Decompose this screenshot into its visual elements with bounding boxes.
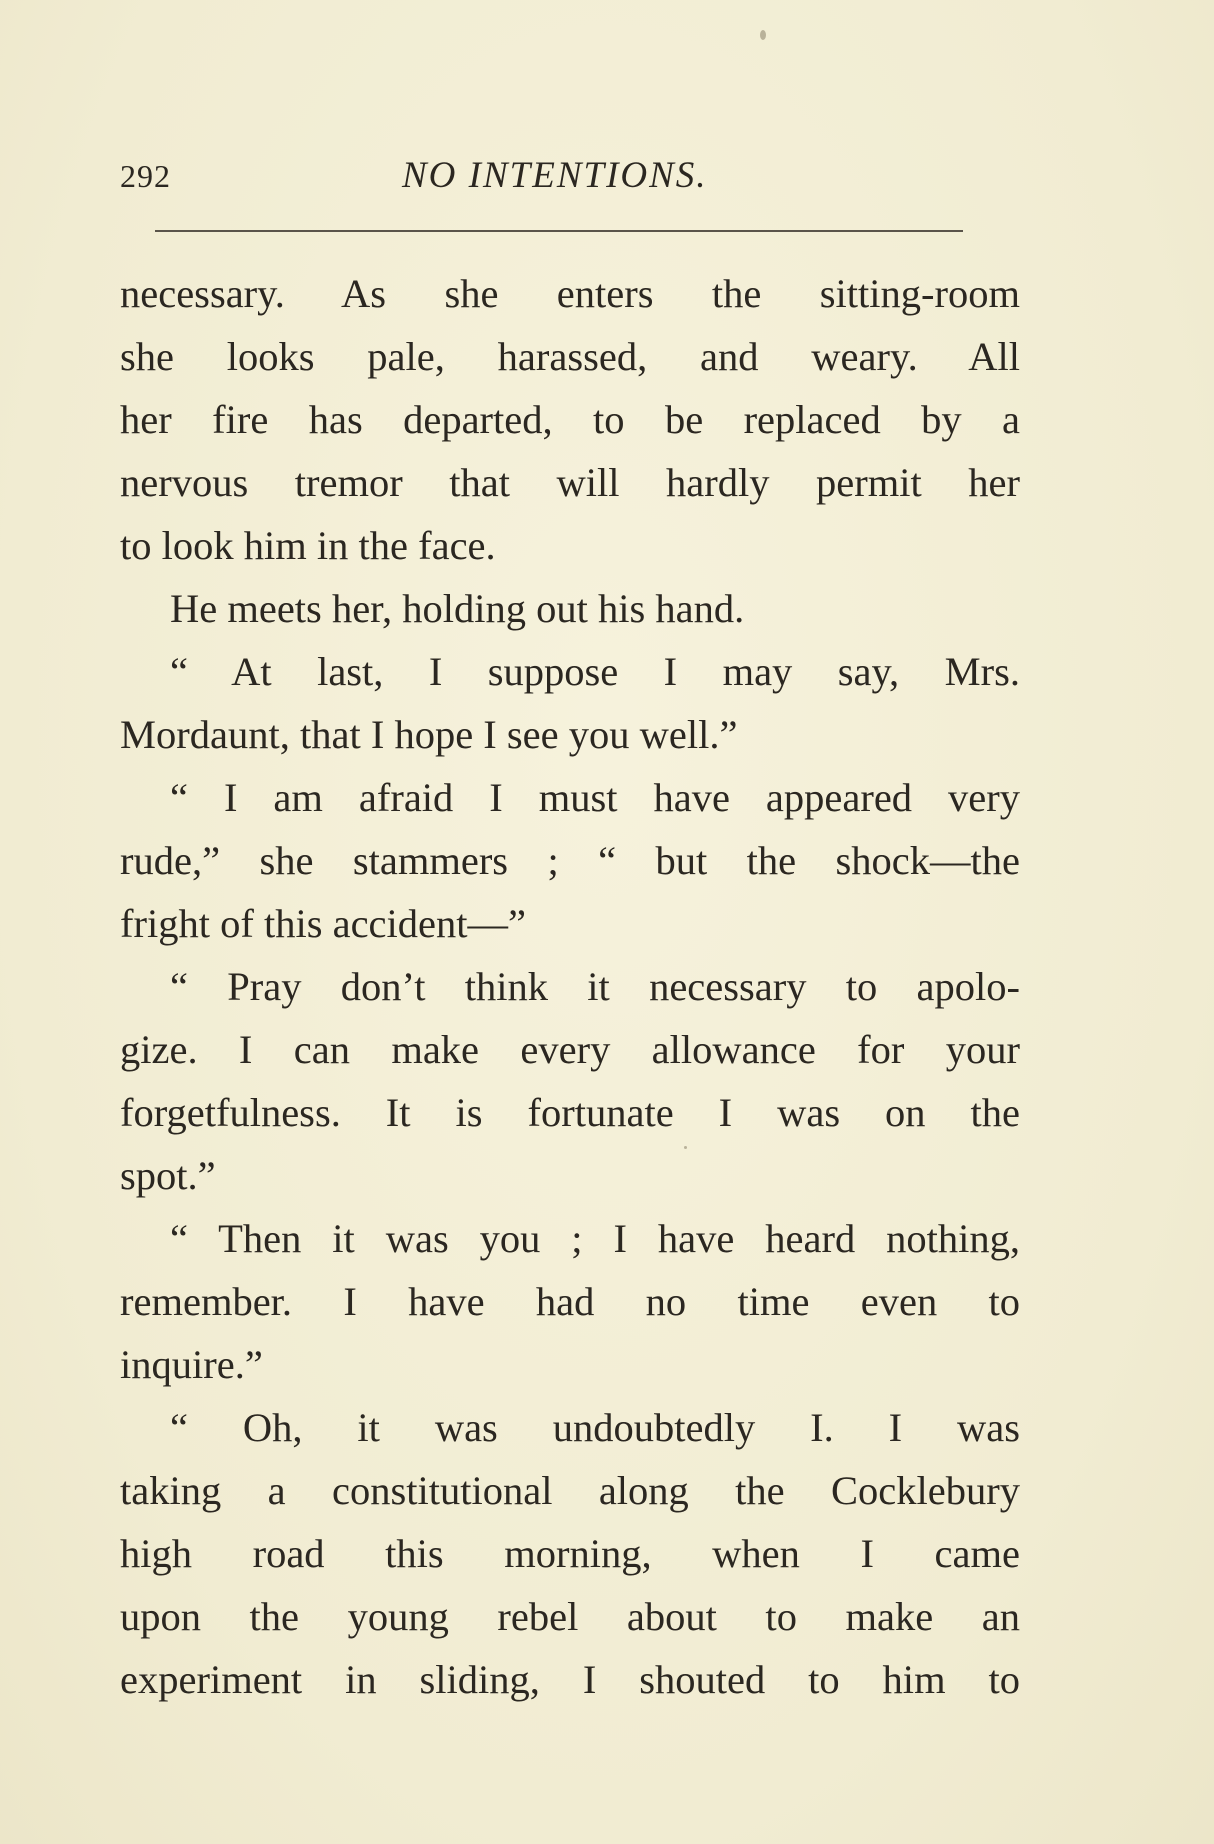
- text-line: “ Then it was you ; I have heard nothing,: [170, 1216, 1020, 1261]
- text-line: gize. I can make every allowance for your: [120, 1027, 1020, 1072]
- text-line: spot.”: [120, 1153, 216, 1198]
- text-line: “ I am afraid I must have appeared very: [170, 775, 1020, 820]
- text-line: fright of this accident—”: [120, 901, 526, 946]
- header-rule: [155, 230, 963, 232]
- paper-speck: [684, 1146, 687, 1149]
- text-line: inquire.”: [120, 1342, 263, 1387]
- text-line: experiment in sliding, I shouted to him to: [120, 1657, 1020, 1702]
- text-line: to look him in the face.: [120, 523, 496, 568]
- text-line: high road this morning, when I came: [120, 1531, 1020, 1576]
- page-number: 292: [120, 158, 171, 194]
- page-header: [120, 150, 1020, 200]
- paper-speck: [760, 30, 766, 40]
- text-line: “ Pray don’t think it necessary to apolo-: [170, 964, 1020, 1009]
- text-line: “ At last, I suppose I may say, Mrs.: [170, 649, 1020, 694]
- text-line: rude,” she stammers ; “ but the shock—the: [120, 838, 1020, 883]
- text-line: nervous tremor that will hardly permit her: [120, 460, 1020, 505]
- text-line: she looks pale, harassed, and weary. All: [120, 334, 1020, 379]
- text-line: He meets her, holding out his hand.: [170, 586, 745, 631]
- body-text: [120, 262, 1020, 1711]
- text-line: Mordaunt, that I hope I see you well.”: [120, 712, 738, 757]
- text-line: forgetfulness. It is fortunate I was on the: [120, 1090, 1020, 1135]
- text-line: her fire has departed, to be replaced by a: [120, 397, 1020, 442]
- text-line: taking a constitutional along the Cocklebury: [120, 1468, 1020, 1513]
- running-title: NO INTENTIONS.: [402, 155, 708, 196]
- text-line: remember. I have had no time even to: [120, 1279, 1020, 1324]
- text-line: upon the young rebel about to make an: [120, 1594, 1020, 1639]
- text-line: necessary. As she enters the sitting-room: [120, 271, 1020, 316]
- text-line: “ Oh, it was undoubtedly I. I was: [170, 1405, 1020, 1450]
